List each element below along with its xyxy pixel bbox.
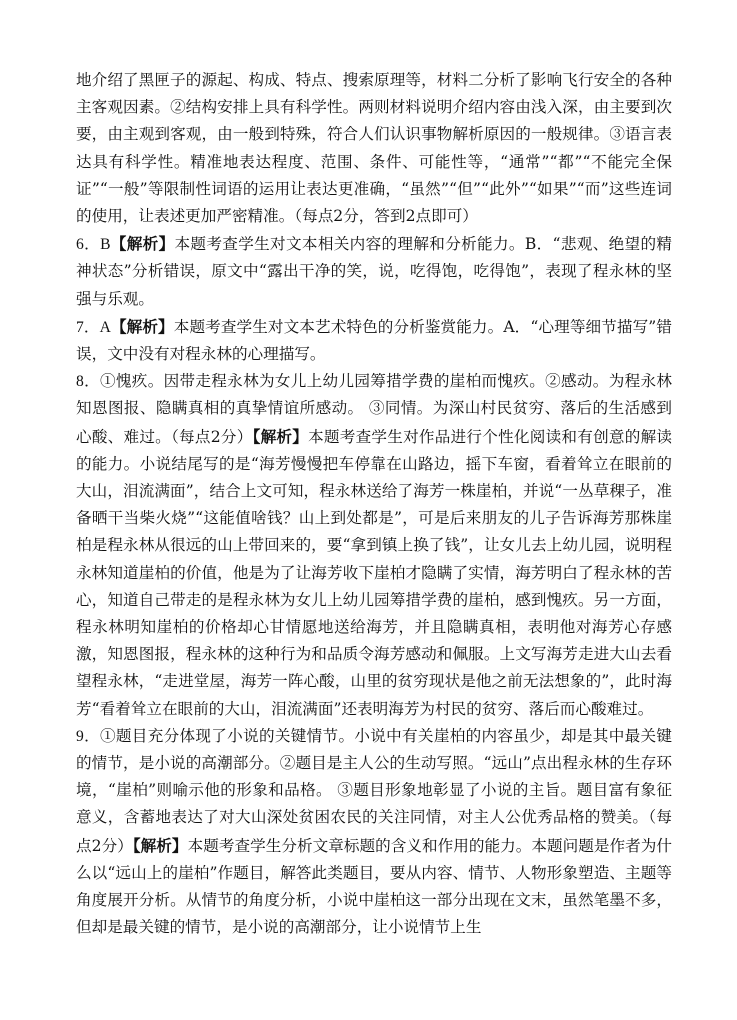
analysis-text: 本题考查学生对文本相关内容的理解和分析能力。B．“悲观、绝望的精神状态”分析错误，原文中“露出干净的笑，说，吃得饱，吃得饱”，表现了程永林的坚强与乐观。 <box>76 235 672 308</box>
answer-item-7 <box>76 313 672 368</box>
answer-item-9 <box>76 723 672 942</box>
item-answer: A <box>99 318 111 336</box>
analysis-tag: 【解析】 <box>110 234 175 254</box>
analysis-text: 本题考查学生对作品进行个性化阅读和有创意的解读的能力。小说结尾写的是“海芳慢慢把车停靠在山路边，摇下车窗，看着耸立在眼前的大山，泪流满面”，结合上文可知，程永林送给了海芳一株崖柏，并说“一丛草稞子，准备晒干当柴火烧”“这能值啥钱？山上到处都是”，可是后来朋友的儿子告诉海芳那株崖柏是程永林从很远的山上带回来的，要“拿到镇上换了钱”，让女儿去上幼儿园，说明程永林知道崖柏的价值，他是为了让海芳收下崖柏才隐瞒了实情，海芳明白了程永林的苦心，知道自己带走的是程永林为女儿上幼儿园筹措学费的崖柏，感到愧疚。另一方面，程永林明知崖柏的价格却心甘情愿地送给海芳，并且隐瞒真相，表明他对海芳心存感激，知恩图报，程永林的这种行为和品质令海芳感动和佩服。上文写海芳走进大山去看望程永林，“走进堂屋，海芳一阵心酸，山里的贫穷现状是他之前无法想象的”，此时海芳“看着耸立在眼前的大山，泪流满面”还表明海芳为村民的贫穷、落后而心酸难过。 <box>76 427 672 718</box>
item-number: 6． <box>76 236 101 254</box>
analysis-text: 本题考查学生对文本艺术特色的分析鉴赏能力。A．“心理等细节描写”错误，文中没有对程永林的心理描写。 <box>76 317 672 364</box>
answer-item-8 <box>76 368 672 723</box>
answer-key-body <box>76 67 672 942</box>
item-number: 7． <box>76 318 100 336</box>
answer-item-6 <box>76 230 672 313</box>
analysis-tag: 【解析】 <box>132 835 188 855</box>
analysis-tag: 【解析】 <box>110 316 174 336</box>
paragraph-text: 地介绍了黑匣子的源起、构成、特点、搜索原理等，材料二分析了影响飞行安全的各种主客观因素。②结构安排上具有科学性。两则材料说明介绍内容由浅入深，由主要到次要，由主观到客观，由一般到特殊，符合人们认识事物解析原因的一般规律。③语言表达具有科学性。精准地表达程度、范围、条件、可能性等，“通常”“都”“不能完全保证”“一般”等限制性词语的运用让表达更准确，“虽然”“但”“此外”“如果”“而”这些连词的使用，让表述更加严密精准。（每点2分，答到2点即可） <box>76 71 672 226</box>
paragraph-continuation <box>76 67 672 230</box>
analysis-tag: 【解析】 <box>252 426 309 446</box>
item-answer: B <box>100 236 111 254</box>
item-number: 9． <box>76 727 100 745</box>
analysis-text: 本题考查学生分析文章标题的含义和作用的能力。本题问题是作者为什么以“远山上的崖柏”作题目，解答此类题目，要从内容、情节、人物形象塑造、主题等角度展开分析。从情节的角度分析，小说中崖柏这一部分出现在文末，虽然笔墨不多，但却是最关键的情节，是小说的高潮部分，让小说情节上生 <box>76 836 672 937</box>
answer-points: ①题目充分体现了小说的关键情节。小说中有关崖柏的内容虽少，却是其中最关键的情节，是小说的高潮部分。②题目是主人公的生动写照。“远山”点出程永林的生存环境，“崖柏”则喻示他的形象和品格。 ③题目形象地彰显了小说的主旨。题目富有象征意义，含蓄地表达了对大山深处贫困农民的关注同情，对主人公优秀品格的赞美。（每点2分） <box>76 726 672 855</box>
answer-points: ①愧疚。因带走程永林为女儿上幼儿园筹措学费的崖柏而愧疚。②感动。为程永林知恩图报、隐瞒真相的真挚情谊所感动。 ③同情。为深山村民贫穷、落后的生活感到心酸、难过。（每点2分） <box>76 372 672 446</box>
item-number: 8． <box>76 373 100 391</box>
